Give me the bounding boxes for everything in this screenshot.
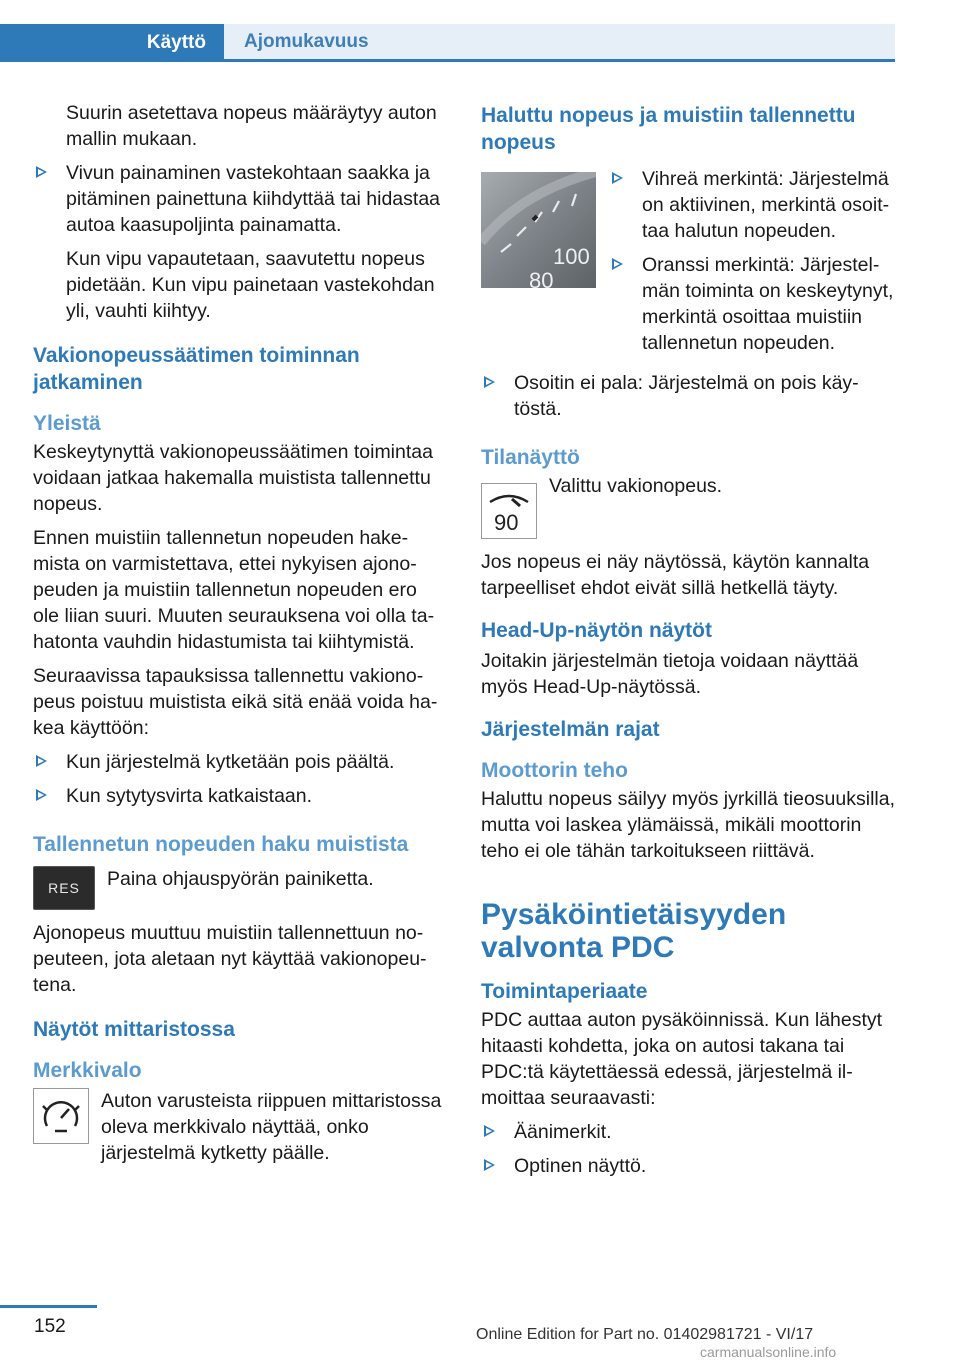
chapter-header [0,24,895,62]
cases-list [33,749,448,809]
off-list [481,370,895,422]
status-display-icon [481,483,537,539]
heading-status: Tilanäyttö [481,446,580,469]
gauge-label-80: 80 [529,268,554,288]
list-item [33,160,448,238]
list-item [481,1119,895,1145]
tab-ajomukavuus[interactable]: Ajomukavuus [224,24,895,59]
heading-indicator: Merkkivalo [33,1059,142,1082]
bullet-text: Äänimerkit. [514,1121,612,1143]
status-value: 90 [494,510,519,535]
heading-limits: Järjestelmän rajat [481,718,660,741]
bullet-text: Kun sytytysvirta katkaistaan. [66,785,313,807]
triangle-bullet-icon [484,376,495,388]
paragraph-general-3: Seuraavissa tapauksissa tallennettu vakionopeus poistuu muistista eikä sitä enää voida hakea käyttöön: [33,665,438,739]
triangle-bullet-icon [484,1125,495,1137]
bullet-text: Kun järjestelmä kytketään pois päältä. [66,751,395,773]
list-item [33,749,448,775]
heading-desired-speed: Haluttu nopeus ja muistiin tallennettu nopeus [481,104,856,154]
triangle-bullet-icon [612,172,623,184]
paragraph-not-shown: Jos nopeus ei näy näytössä, käytön kannalta tarpeelliset ehdot eivät sillä hetkellä täyty. [481,551,870,599]
pdc-list [481,1119,895,1179]
bullet-text: Optinen näyttö. [514,1155,647,1177]
paragraph-principle: PDC auttaa auton pysäköinnissä. Kun lähestyt hitaasti kohdetta, joka on autosi takana tai PDC:tä käytettäessä edessä, järjestelmä ilmoittaa seuraavasti: [481,1009,883,1109]
triangle-bullet-icon [36,755,47,767]
indicator-text: Auton varusteista riippuen mittaristossa oleva merkkivalo näyttää, onko järjestelmä kytketty päälle. [101,1090,442,1164]
watermark-text: carmanualsonline.info [700,1344,837,1360]
triangle-bullet-icon [36,166,47,178]
paragraph-max-speed: Suurin asetettava nopeus määräytyy auton mallin mukaan. [66,102,437,150]
heading-recall: Tallennetun nopeuden haku muistista [33,833,409,856]
header-rule [224,59,895,62]
paragraph-hud: Joitakin järjestelmän tietoja voidaan näyttää myös Head-Up-näytössä. [481,650,859,698]
lever-list [33,160,448,238]
triangle-bullet-icon [612,258,623,270]
heading-pdc: Pysäköintietäisyyden valvonta PDC [481,898,787,964]
right-column [481,100,895,1187]
triangle-bullet-icon [36,789,47,801]
page-number: 152 [34,1316,66,1337]
paragraph-general-1: Keskeytynyttä vakionopeussäätimen toimintaa voidaan jatkaa hakemalla muistista tallennettu nopeus. [33,441,433,515]
footer-rule [0,1305,97,1308]
heading-general: Yleistä [33,412,101,435]
list-item [481,370,895,422]
speedometer-lamp-icon [33,1088,89,1144]
heading-power: Moottorin teho [481,759,628,782]
paragraph-speed-change: Ajonopeus muuttuu muistiin tallennettuun nopeuteen, jota aletaan nyt käyttää vakionopeutena. [33,922,427,996]
heading-displays: Näytöt mittaristossa [33,1018,235,1041]
bullet-text: Osoitin ei pala: Järjestelmä on pois käytöstä. [514,372,859,420]
list-item [609,166,895,244]
heading-continue: Vakionopeussäätimen toiminnan jatkaminen [33,344,360,394]
gauge-row [481,166,895,370]
res-row [33,866,448,910]
speedometer-gauge-image [481,172,596,288]
paragraph-general-2: Ennen muistiin tallennetun nopeuden hakemista on varmistettava, ettei nykyisen ajonopeuden ja muistiin tallennetun nopeuden ero ole liian suuri. Muuten seurauksena voi olla tahatonta vauhdin hidastumista tai kiihtymistä. [33,527,435,653]
list-item [33,783,448,809]
bullet-text: Vivun painaminen vastekohtaan saakka ja pitäminen painettuna kiihdyttää tai hidastaa autoa kaasupoljinta painamatta. [66,162,441,236]
res-text: Paina ohjauspyörän painiketta. [107,868,374,890]
list-item [481,1153,895,1179]
res-button-icon: RES [33,866,95,910]
bullet-text: Vihreä merkintä: Järjestelmä on aktiivinen, merkintä osoittaa halutun nopeuden. [642,168,890,242]
paragraph-lever-release: Kun vipu vapautetaan, saavutettu nopeus pidetään. Kun vipu painetaan vastekohdan yli, vauhti kiihtyy. [66,248,435,322]
edition-text: Online Edition for Part no. 01402981721 - VI/17 [476,1326,814,1343]
heading-principle: Toimintaperiaate [481,980,648,1003]
indicator-row [33,1088,448,1166]
paragraph-power: Haluttu nopeus säilyy myös jyrkillä tieosuuksilla, mutta voi laskea ylämäissä, mikäli moottorin teho ei ole tähän tarkoitukseen riittävä. [481,788,896,862]
list-item [609,252,895,356]
tab-kaytto[interactable]: Käyttö [0,24,224,62]
gauge-label-100: 100 [553,244,590,269]
bullet-text: Oranssi merkintä: Järjestelmän toiminta on keskeytynyt, merkintä osoittaa muistiin tallennetun nopeuden. [642,254,894,354]
marker-list [609,166,895,364]
left-column [33,100,448,1176]
triangle-bullet-icon [484,1159,495,1171]
status-row [481,473,895,539]
heading-hud: Head-Up-näytön näytöt [481,619,712,642]
status-text: Valittu vakionopeus. [549,475,723,497]
